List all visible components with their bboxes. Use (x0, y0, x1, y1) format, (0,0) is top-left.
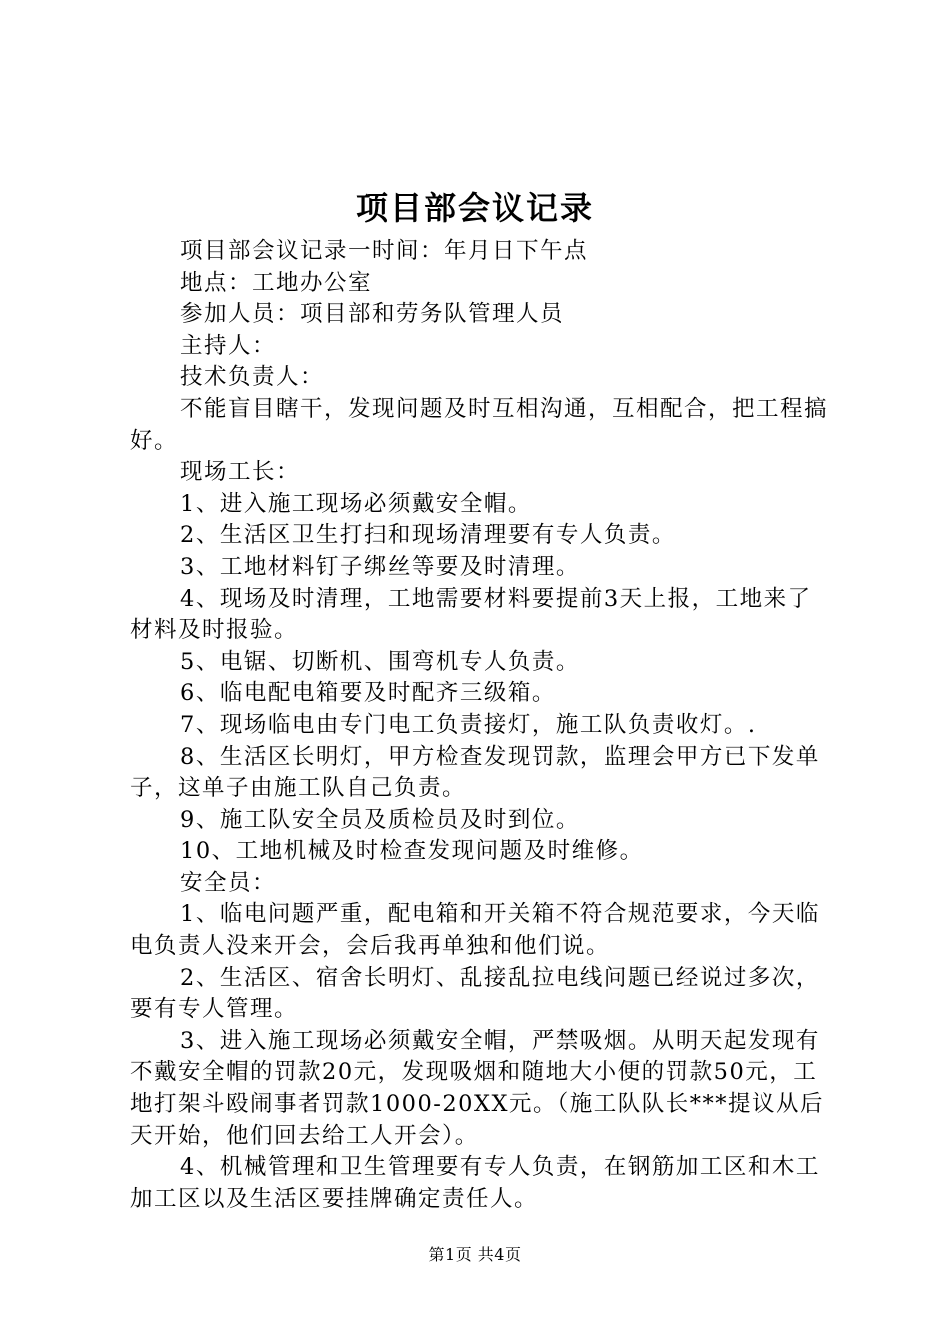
paragraph-foreman-item-5: 5、电锯、切断机、围弯机专人负责。 (180, 648, 580, 675)
paragraph-foreman-item-9: 9、施工队安全员及质检员及时到位。 (180, 806, 580, 833)
paragraph-foreman-item-7: 7、现场临电由专门电工负责接灯，施工队负责收灯。. (180, 711, 757, 738)
paragraph-safety-item-3: 3、进入施工现场必须戴安全帽，严禁吸烟。从明天起发现有不戴安全帽的罚款20元，发现吸烟和随地大小便的罚款50元，工地打架斗殴闹事者罚款1000-20XX元。（施工队队长***提议从后天开始，他们回去给工人开会）。 (130, 1027, 825, 1149)
paragraph-foreman-item-10: 10、工地机械及时检查发现问题及时维修。 (180, 838, 644, 865)
paragraph-foreman-item-1: 1、进入施工现场必须戴安全帽。 (180, 490, 532, 517)
paragraph-technical-lead-text: 不能盲目瞎干，发现问题及时互相沟通，互相配合，把工程搞好。 (130, 395, 829, 454)
paragraph-safety-item-1: 1、临电问题严重，配电箱和开关箱不符合规范要求，今天临电负责人没来开会，会后我再单独和他们说。 (130, 901, 820, 960)
paragraph-foreman-item-2: 2、生活区卫生打扫和现场清理要有专人负责。 (180, 522, 676, 549)
paragraph-safety-item-2: 2、生活区、宿舍长明灯、乱接乱拉电线问题已经说过多次，要有专人管理。 (130, 964, 820, 1023)
document-body (130, 236, 830, 1215)
paragraph-foreman-item-6: 6、临电配电箱要及时配齐三级箱。 (180, 680, 556, 707)
document-title: 项目部会议记录 (355, 189, 594, 227)
paragraph-host: 主持人： (180, 332, 277, 359)
paragraph-safety-item-4: 4、机械管理和卫生管理要有专人负责，在钢筋加工区和木工加工区以及生活区要挂牌确定责任人。 (130, 1154, 820, 1212)
page-footer (0, 1244, 950, 1266)
paragraph-foreman-item-4: 4、现场及时清理，工地需要材料要提前3天上报，工地来了材料及时报验。 (130, 585, 812, 644)
paragraph-safety-officer-heading: 安全员： (180, 869, 277, 896)
paragraph-foreman-item-8: 8、生活区长明灯，甲方检查发现罚款，监理会甲方已下发单子，这单子由施工队自己负责。 (130, 743, 820, 802)
paragraph-technical-lead-heading: 技术负责人： (180, 364, 325, 391)
paragraph-foreman-item-3: 3、工地材料钉子绑丝等要及时清理。 (180, 553, 580, 580)
paragraph-location: 地点：工地办公室 (180, 269, 373, 296)
page-number-label: 第1页 共4页 (428, 1245, 522, 1264)
paragraph-meeting-time: 项目部会议记录一时间：年月日下午点 (180, 238, 589, 264)
paragraph-site-foreman-heading: 现场工长： (180, 459, 301, 486)
paragraph-attendees: 参加人员：项目部和劳务队管理人员 (180, 301, 565, 328)
